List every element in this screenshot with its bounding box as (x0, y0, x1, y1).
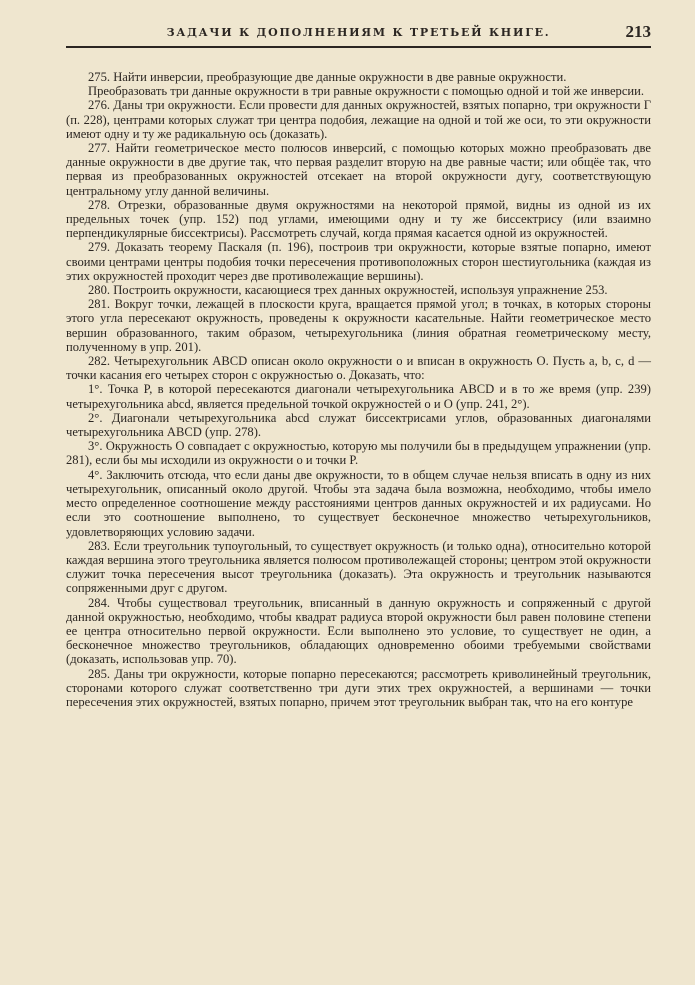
problem-284: 284. Чтобы существовал треугольник, вписанный в данную окружность и сопряженный с другой данной окружностью, необходимо, чтобы квадрат радиуса второй окружности был равен половине степени ее центра относительно первой окружности. Если выполнено это условие, то существует не один, а бесконечное множество треугольников, обладающих одновременно обоими требуемыми свойствами (доказать, использовав упр. 70). (66, 595, 651, 667)
problem-280: 280. Построить окружности, касающиеся трех данных окружностей, используя упражнение 253. (88, 283, 608, 298)
problem-282-part-3: 3°. Окружность O совпадает с окружностью, которую мы получили бы в предыдущем упражнении (упр. 281), если бы мы исходили из окружности o и точки P. (66, 439, 651, 468)
page-number: 213 (625, 22, 651, 41)
problem-275: 275. Найти инверсии, преобразующие две данные окружности в две равные окружности. (88, 70, 567, 84)
body-text (66, 70, 651, 709)
problem-276: 276. Даны три окружности. Если провести для данных окружностей, взятых попарно, три окружности Г (п. 228), центрами которых служат три центра подобия, лежащие на одной и той же оси, то эти окружности имеют одну и ту же радикальную ось (доказать). (66, 98, 651, 141)
problem-277: 277. Найти геометрическое место полюсов инверсий, с помощью которых можно преобразовать две данные окружности в две другие так, что первая разделит вторую на две равные части; или общёе так, что первая из преобразованных окружностей отсекает на второй окружности дугу, соответствующую центральному углу данной величины. (66, 141, 651, 198)
problem-282-part-1: 1°. Точка P, в которой пересекаются диагонали четырехугольника ABCD и в то же время (упр. 239) четырехугольника abcd, является предельной точкой окружностей o и O (упр. 241, 2°). (66, 382, 651, 411)
problem-282-part-4: 4°. Заключить отсюда, что если даны две окружности, то в общем случае нельзя вписать в одну из них четырехугольник, описанный около другой. Чтобы эта задача была возможна, необходимо, чтобы имело место определенное соотношение между расстояниями центров данных окружностей и их радиусами. Но если это соотношение выполнено, то существует бесконечное множество четырехугольников, удовлетворяющих условию задачи. (66, 467, 651, 539)
problem-275-continued: Преобразовать три данные окружности в три равные окружности с помощью одной и той же инверсии. (88, 84, 645, 99)
problem-283: 283. Если треугольник тупоугольный, то существует окружность (и только одна), относительно которой каждая вершина этого треугольника является полюсом противолежащей стороны; центром этой окружности служит точка пересечения высот треугольника (доказать). Эта окружность и треугольник называются сопряженными друг с другом. (66, 538, 651, 596)
running-head: ЗАДАЧИ К ДОПОЛНЕНИЯМ К ТРЕТЬЕЙ КНИГЕ. (166, 26, 551, 39)
page-header (66, 22, 651, 44)
problem-278: 278. Отрезки, образованные двумя окружностями на некоторой прямой, видны из одной из их предельных точек (упр. 152) под углами, имеющими одну и ту же биссектрису (или взаимно перпендикулярные биссектрисы). Рассмотреть случай, когда прямая касается одной из окружностей. (66, 197, 651, 241)
problem-279: 279. Доказать теорему Паскаля (п. 196), построив три окружности, которые взятые попарно, имеют своими центрами центры подобия точки пересечения противоположных сторон шестиугольника (каждая из этих окружностей проходит через две противолежащие вершины). (66, 240, 651, 283)
problem-281: 281. Вокруг точки, лежащей в плоскости круга, вращается прямой угол; в точках, в которых стороны этого угла пересекают окружность, проведены к окружности касательные. Найти геометрическое место вершин образованного, таким образом, четырехугольника (линия обратная геометрическому месту, полученному в упр. 201). (66, 297, 651, 354)
header-rule (66, 46, 651, 48)
problem-282-part-2: 2°. Диагонали четырехугольника abcd служат биссектрисами углов, образованных диагоналями четырехугольника ABCD (упр. 278). (66, 410, 651, 440)
problem-282: 282. Четырехугольник ABCD описан около окружности o и вписан в окружность O. Пусть a, b, c, d — точки касания его четырех сторон с окружностью o. Доказать, что: (66, 354, 651, 383)
problem-285: 285. Даны три окружности, которые попарно пересекаются; рассмотреть криволинейный треугольник, сторонами которого служат соответственно три дуги этих трех окружностей, а вершинами — точки пересечения этих окружностей, взятых попарно, причем этот треугольник выбран так, что на его контуре (66, 666, 651, 709)
